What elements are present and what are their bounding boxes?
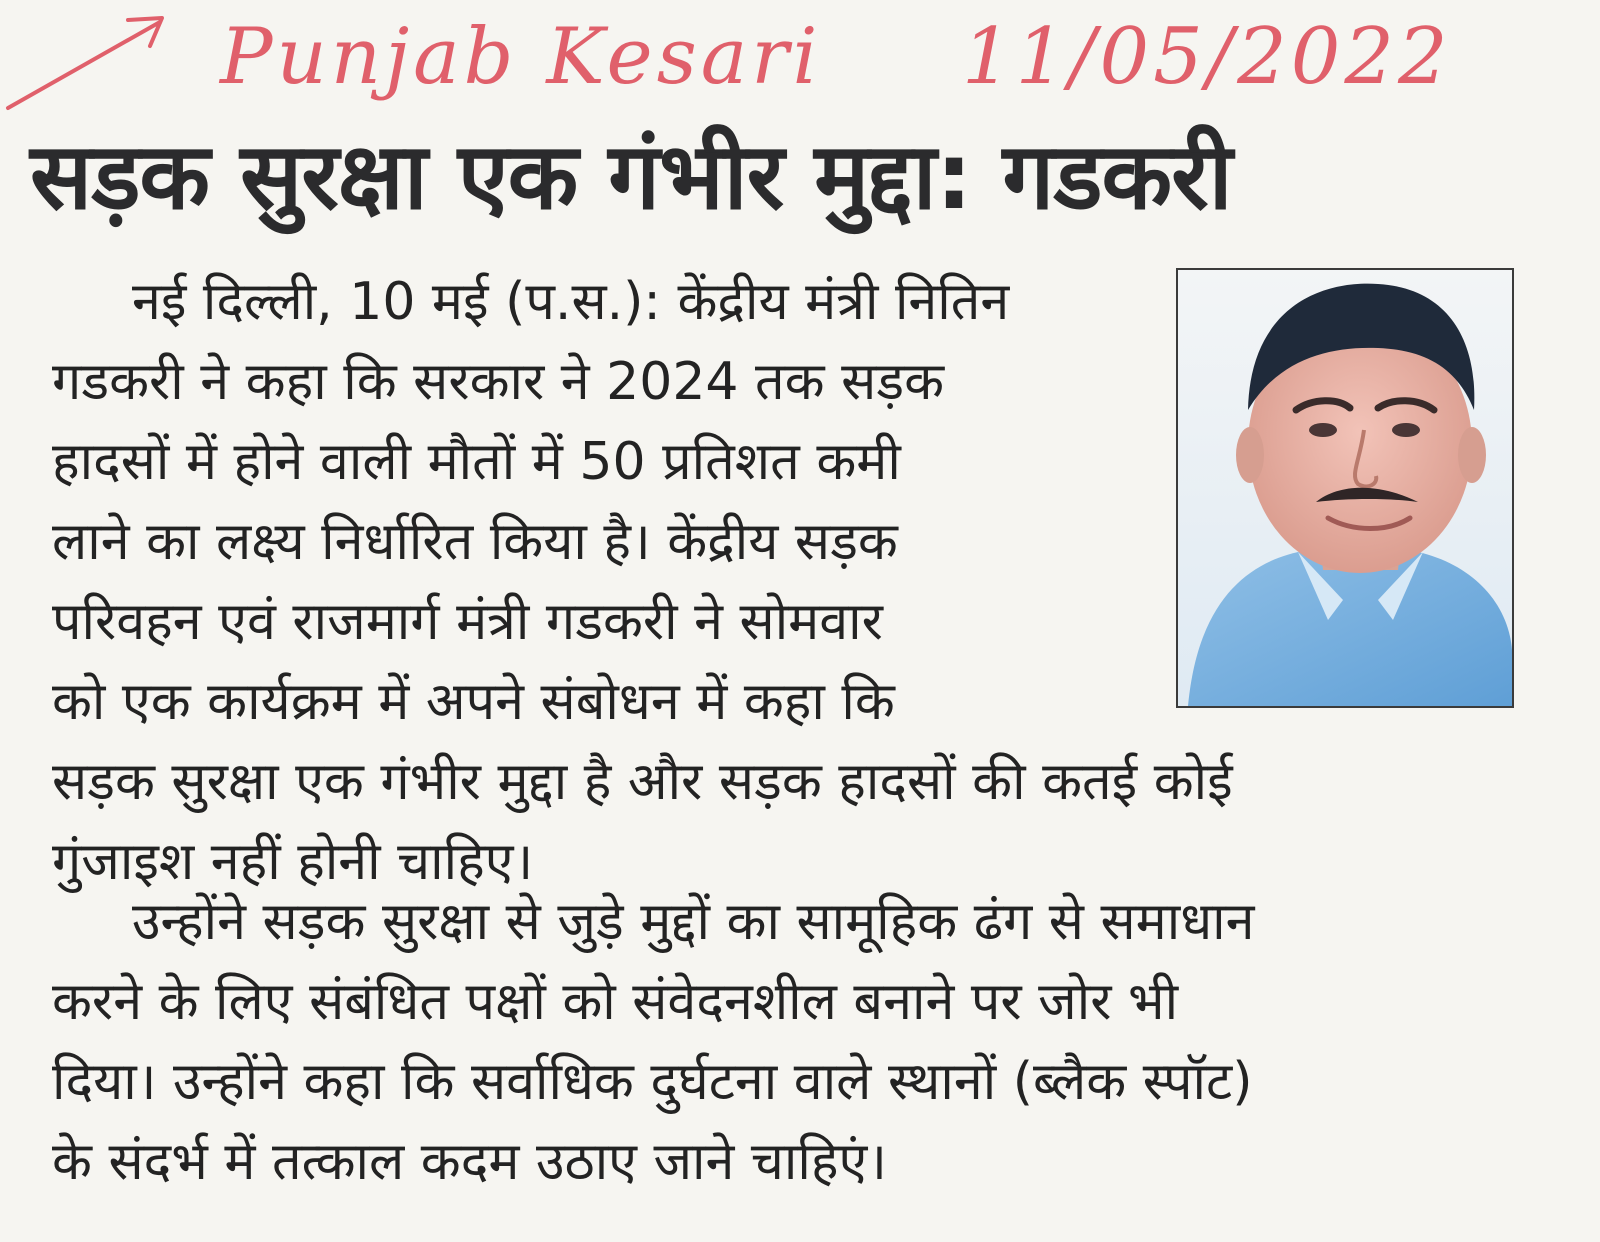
paragraph-line: सड़क सुरक्षा एक गंभीर मुद्दा है और सड़क हादसों की कतई कोई <box>52 752 1233 812</box>
handwritten-annotation <box>0 0 1600 140</box>
handwritten-source: Punjab Kesari <box>220 12 822 102</box>
paragraph-line: गुंजाइश नहीं होनी चाहिए। <box>52 832 534 892</box>
handwritten-date: 11/05/2022 <box>962 12 1452 102</box>
article-headline: सड़क सुरक्षा एक गंभीर मुद्दा: गडकरी <box>30 123 1232 230</box>
portrait-illustration <box>1178 270 1512 706</box>
paragraph-line: दिया। उन्होंने कहा कि सर्वाधिक दुर्घटना वाले स्थानों (ब्लैक स्पॉट) <box>52 1052 1253 1112</box>
paragraph-line: के संदर्भ में तत्काल कदम उठाए जाने चाहिएं। <box>52 1132 887 1192</box>
paragraph-line: करने के लिए संबंधित पक्षों को संवेदनशील बनाने पर जोर भी <box>52 972 1179 1032</box>
portrait-photo <box>1176 268 1514 708</box>
paragraph-line: उन्होंने सड़क सुरक्षा से जुड़े मुद्दों का सामूहिक ढंग से समाधान <box>132 892 1255 952</box>
paragraph-line: परिवहन एवं राजमार्ग मंत्री गडकरी ने सोमवार <box>52 592 883 652</box>
paragraph-line: लाने का लक्ष्य निर्धारित किया है। केंद्रीय सड़क <box>52 512 898 572</box>
article-paragraph-1 <box>52 262 1233 902</box>
paragraph-line: नई दिल्ली, 10 मई (प.स.): केंद्रीय मंत्री नितिन <box>132 272 1010 332</box>
article-paragraph-2 <box>52 882 1255 1202</box>
paragraph-line: हादसों में होने वाली मौतों में 50 प्रतिशत कमी <box>52 432 901 492</box>
paragraph-line: को एक कार्यक्रम में अपने संबोधन में कहा कि <box>52 672 895 732</box>
paragraph-line: गडकरी ने कहा कि सरकार ने 2024 तक सड़क <box>52 352 945 412</box>
